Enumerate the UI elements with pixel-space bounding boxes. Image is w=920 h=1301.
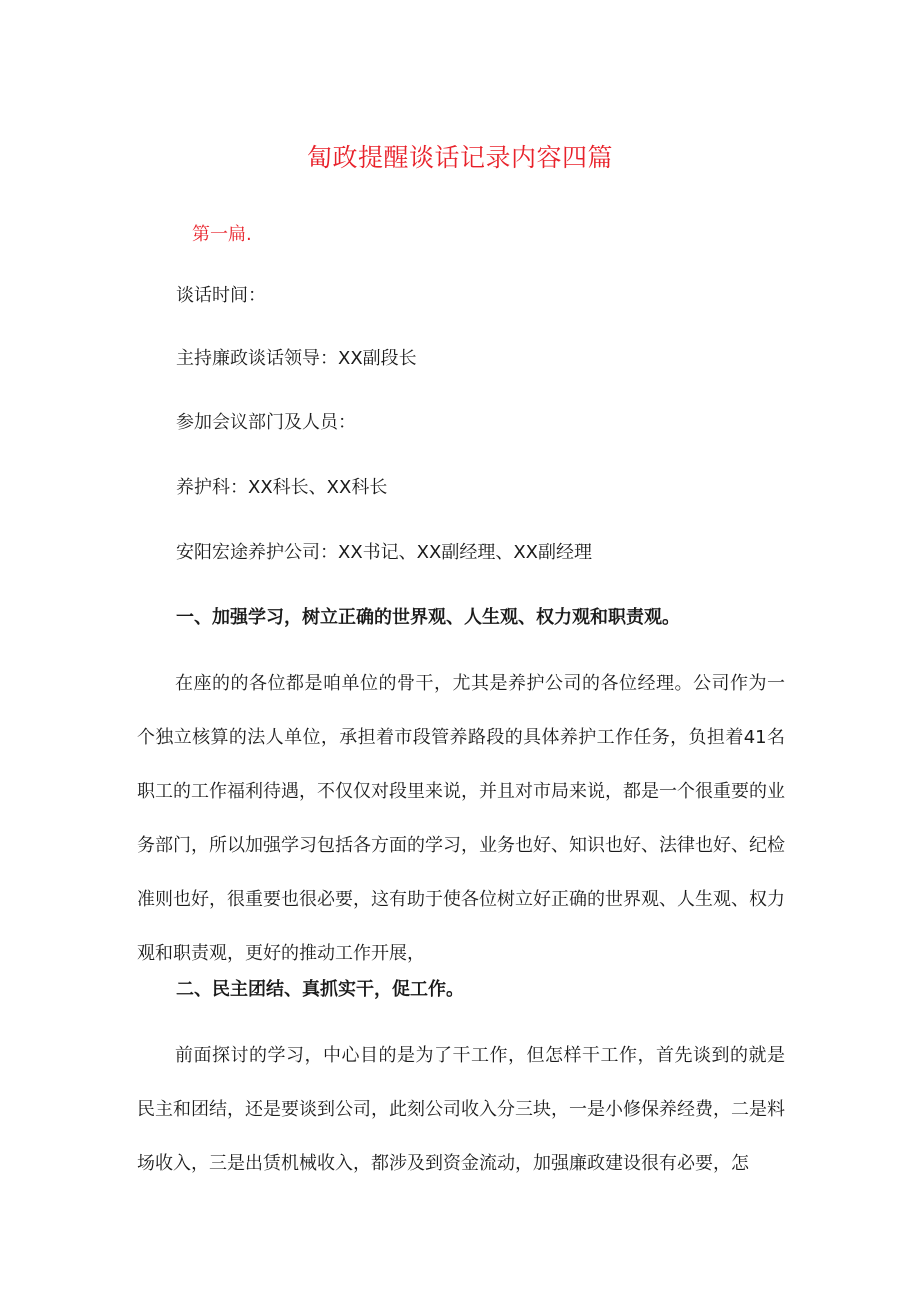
paragraph-1: 在座的的各位都是咱单位的骨干，尤其是养护公司的各位经理。公司作为一个独立核算的法人单位，承担着市段管养路段的具体养护工作任务，负担着41名职工的工作福利待遇，不仅仅对段里来说，并且对市局来说，都是一个很重要的业务部门，所以加强学习包括各方面的学习，业务也好、知识也好、法律也好、纪检准则也好，很重要也很必要，这有助于使各位树立好正确的世界观、人生观、权力观和职责观，更好的推动工作开展， xyxy=(137,673,785,964)
heading-1: 一、加强学习，树立正确的世界观、人生观、权力观和职责观。 xyxy=(176,607,680,628)
meta-time: 谈话时间： xyxy=(176,285,266,306)
section-label: 第一扁. xyxy=(192,224,252,245)
heading-2: 二、民主团结、真抓实干，促工作。 xyxy=(176,979,464,1000)
document-title: 匐政提醒谈话记录内容四篇 xyxy=(306,143,613,172)
meta-dept-1: 养护科：XX科长、XX科长 xyxy=(176,477,388,498)
meta-host: 主持廉政谈话领导：XX副段长 xyxy=(176,348,417,369)
meta-attendees: 参加会议部门及人员： xyxy=(176,412,356,433)
paragraph-2: 前面探讨的学习，中心目的是为了干工作，但怎样干工作，首先谈到的就是民主和团结，还是要谈到公司，此刻公司收入分三块，一是小修保养经费，二是料场收入，三是出赁机械收入，都涉及到资金流动，加强廉政建设很有必要，怎 xyxy=(137,1045,785,1174)
meta-dept-2: 安阳宏途养护公司：XX书记、XX副经理、XX副经理 xyxy=(176,542,592,563)
